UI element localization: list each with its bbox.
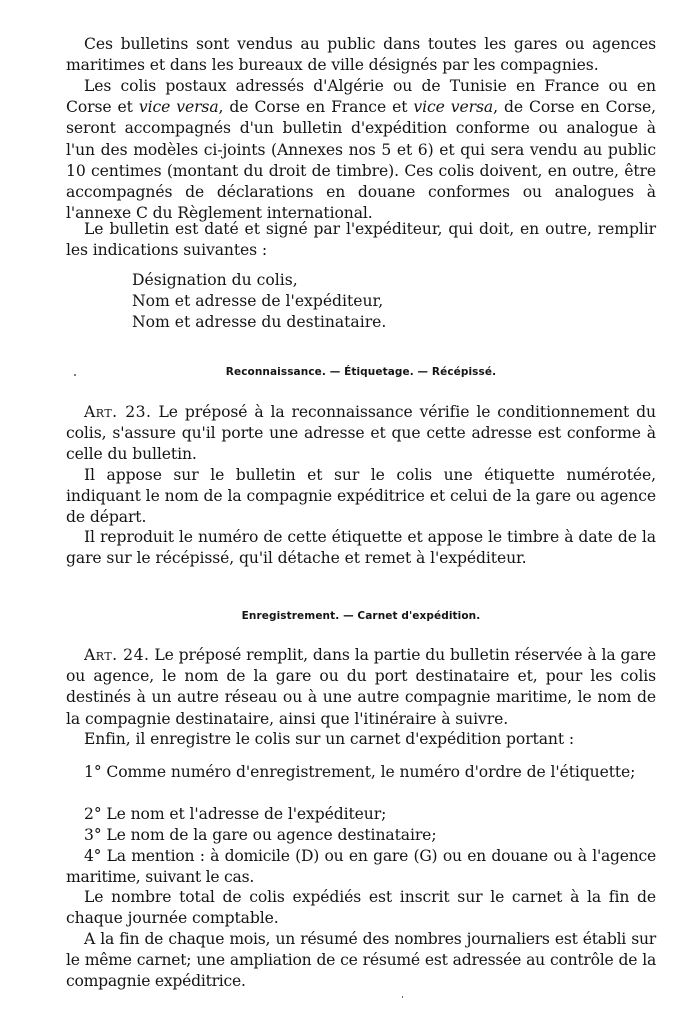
list-item: Désignation du colis, [132,271,298,289]
enumerated-item-2: 2° Le nom et l'adresse de l'expéditeur; [84,805,387,823]
article-24-paragraph-2: Enfin, il enregistre le colis sur un carnet d'expédition portant : [84,730,575,748]
article-24-paragraph-4: A la fin de chaque mois, un résumé des nombres journaliers est établi sur le même carnet; une ampliation de ce résumé est adressée au contrôle de la compagnie expéditrice. [66,930,656,991]
intro-paragraph-3: Le bulletin est daté et signé par l'expéditeur, qui doit, en outre, remplir les indications suivantes : [66,220,656,260]
article-23-paragraph-2: Il appose sur le bulletin et sur le colis une étiquette numérotée, indiquant le nom de la compagnie expéditrice et celui de la gare ou agence de départ. [66,466,656,527]
article-24-paragraph-3: Le nombre total de colis expédiés est inscrit sur le carnet à la fin de chaque journée comptable. [66,888,656,928]
intro-paragraph-1: Ces bulletins sont vendus au public dans toutes les gares ou agences maritimes et dans les bureaux de ville désignés par les compagnies. [66,35,656,75]
list-item: Nom et adresse du destinataire. [132,313,387,332]
print-speck [402,996,403,998]
enumerated-item-3: 3° Le nom de la gare ou agence destinataire; [84,826,437,844]
section-heading-reconnaissance: Reconnaissance. — Étiquetage. — Récépissé. [225,366,497,378]
article-24-paragraph-1: Art. 24. Le préposé remplit, dans la partie du bulletin réservée à la gare ou agence, le nom de la gare ou du port destinataire et, pour les colis destinés à un autre réseau ou à une autre compagnie maritime, le nom de la compagnie destinataire, ainsi que l'itinéraire à suivre. [66,646,657,728]
article-label: Art. 23. [84,403,152,421]
section-heading-enregistrement: Enregistrement. — Carnet d'expédition. [241,610,481,622]
intro-paragraph-2: Les colis postaux adressés d'Algérie ou de Tunisie en France ou en Corse et vice versa, de Corse en France et vice versa, de Corse en Corse, seront accompagnés d'un bulletin d'expédition conforme ou analogue à l'un des modèles ci-joints (Annexes nos 5 et 6) et qui sera vendu au public 10 centimes (montant du droit de timbre). Ces colis doivent, en outre, être accompagnés de déclarations en douane conformes ou analogues à l'annexe C du Règlement international. [66,77,657,223]
enumerated-item-1: 1° Comme numéro d'enregistrement, le numéro d'ordre de l'étiquette; [84,763,636,781]
article-23-paragraph-1: Art. 23. Le préposé à la reconnaissance vérifie le conditionnement du colis, s'assure qu'il porte une adresse et que cette adresse est conforme à celle du bulletin. [66,403,656,464]
enumerated-item-4: 4° La mention : à domicile (D) ou en gare (G) ou en douane ou à l'agence maritime, suivant le cas. [66,847,656,887]
article-23-paragraph-3: Il reproduit le numéro de cette étiquette et appose le timbre à date de la gare sur le récépissé, qu'il détache et remet à l'expéditeur. [66,528,656,568]
required-fields-list [132,270,386,334]
article-label: Art. 24. [84,646,150,664]
list-item: Nom et adresse de l'expéditeur, [132,292,384,311]
